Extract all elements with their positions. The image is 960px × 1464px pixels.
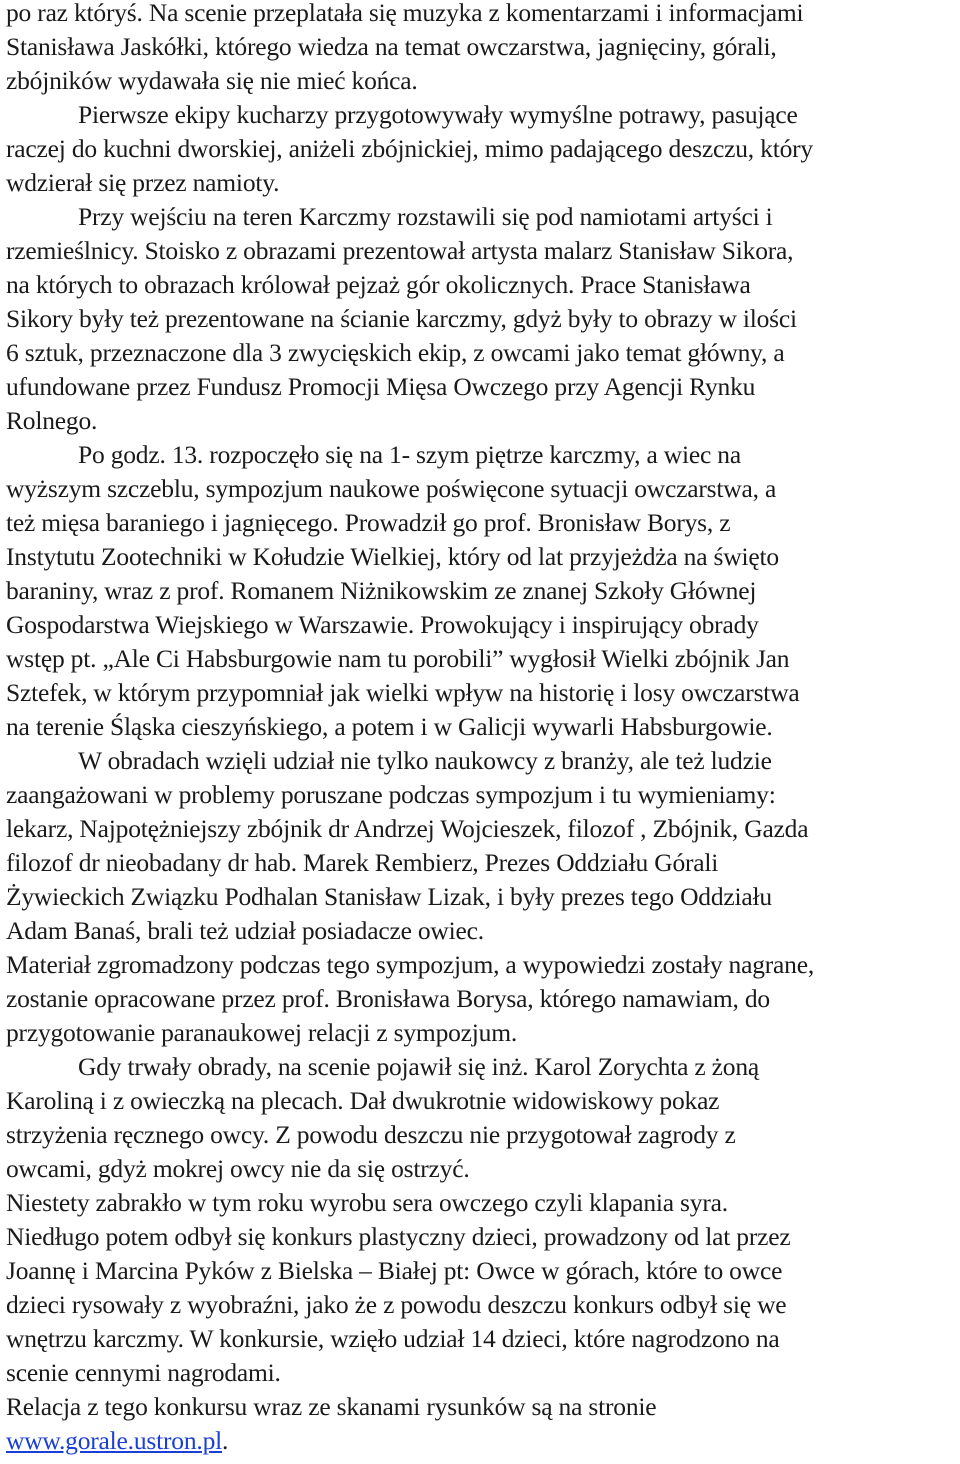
- text-line: lekarz, Najpotężniejszy zbójnik dr Andrzej Wojcieszek, filozof , Zbójnik, Gazda: [6, 814, 809, 843]
- text-line: zbójników wydawała się nie mieć końca.: [6, 66, 418, 95]
- text-line: na których to obrazach królował pejzaż gór okolicznych. Prace Stanisława: [6, 270, 751, 299]
- text-line: po raz któryś. Na scenie przeplatała się muzyka z komentarzami i informacjami: [6, 0, 804, 27]
- text-line: dzieci rysowały z wyobraźni, jako że z powodu deszczu konkurs odbył się we: [6, 1290, 787, 1319]
- text-line: zostanie opracowane przez prof. Bronisława Borysa, którego namawiam, do: [6, 984, 770, 1013]
- text-line: Instytutu Zootechniki w Kołudzie Wielkiej, który od lat przyjeżdża na święto: [6, 542, 779, 571]
- text-line: Niestety zabrakło w tym roku wyrobu sera owczego czyli klapania syra.: [6, 1188, 728, 1217]
- text-line: Sikory były też prezentowane na ścianie karczmy, gdyż były to obrazy w ilości: [6, 304, 797, 333]
- text-line: Gdy trwały obrady, na scenie pojawił się inż. Karol Zorychta z żoną: [78, 1052, 759, 1081]
- text-line: wyższym szczeblu, sympozjum naukowe poświęcone sytuacji owczarstwa, a: [6, 474, 777, 503]
- text-line: strzyżenia ręcznego owcy. Z powodu deszczu nie przygotował zagrody z: [6, 1120, 736, 1149]
- text-line: Karoliną i z owieczką na plecach. Dał dwukrotnie widowiskowy pokaz: [6, 1086, 720, 1115]
- text-line: raczej do kuchni dworskiej, aniżeli zbójnickiej, mimo padającego deszczu, który: [6, 134, 813, 163]
- text-line: 6 sztuk, przeznaczone dla 3 zwycięskich ekip, z owcami jako temat główny, a: [6, 338, 785, 367]
- website-link[interactable]: www.gorale.ustron.pl: [6, 1426, 223, 1455]
- link-suffix: .: [222, 1426, 229, 1455]
- text-line: Relacja z tego konkursu wraz ze skanami rysunków są na stronie: [6, 1392, 657, 1421]
- text-line: Pierwsze ekipy kucharzy przygotowywały wymyślne potrawy, pasujące: [78, 100, 798, 129]
- text-line: ufundowane przez Fundusz Promocji Mięsa Owczego przy Agencji Rynku: [6, 372, 756, 401]
- text-line: Niedługo potem odbył się konkurs plastyczny dzieci, prowadzony od lat przez: [6, 1222, 791, 1251]
- article-body: [6, 0, 960, 1424]
- text-line: Adam Banaś, brali też udział posiadacze owiec.: [6, 916, 484, 945]
- text-line: Materiał zgromadzony podczas tego sympozjum, a wypowiedzi zostały nagrane,: [6, 950, 815, 979]
- text-line: Przy wejściu na teren Karczmy rozstawili się pod namiotami artyści i: [78, 202, 773, 231]
- text-line: Po godz. 13. rozpoczęło się na 1- szym piętrze karczmy, a wiec na: [78, 440, 741, 469]
- text-line: filozof dr nieobadany dr hab. Marek Rembierz, Prezes Oddziału Górali: [6, 848, 719, 877]
- text-line: wdzierał się przez namioty.: [6, 168, 280, 197]
- text-line: na terenie Śląska cieszyńskiego, a potem i w Galicji wywarli Habsburgowie.: [6, 712, 773, 741]
- text-line: wstęp pt. „Ale Ci Habsburgowie nam tu porobili” wygłosił Wielki zbójnik Jan: [6, 644, 790, 673]
- text-line: W obradach wzięli udział nie tylko naukowcy z branży, ale też ludzie: [78, 746, 772, 775]
- text-line: przygotowanie paranaukowej relacji z sympozjum.: [6, 1018, 518, 1047]
- text-line: Gospodarstwa Wiejskiego w Warszawie. Prowokujący i inspirujący obrady: [6, 610, 759, 639]
- text-line: Joannę i Marcina Pyków z Bielska – Białej pt: Owce w górach, które to owce: [6, 1256, 783, 1285]
- text-line: Żywieckich Związku Podhalan Stanisław Lizak, i były prezes tego Oddziału: [6, 882, 772, 911]
- text-line: Stanisława Jaskółki, którego wiedza na temat owczarstwa, jagnięciny, górali,: [6, 32, 777, 61]
- text-line: baraniny, wraz z prof. Romanem Niżnikowskim ze znanej Szkoły Głównej: [6, 576, 757, 605]
- text-line: zaangażowani w problemy poruszane podczas sympozjum i tu wymieniamy:: [6, 780, 776, 809]
- text-line: scenie cennymi nagrodami.: [6, 1358, 281, 1387]
- text-line: Sztefek, w którym przypomniał jak wielki wpływ na historię i losy owczarstwa: [6, 678, 800, 707]
- text-line: też mięsa baraniego i jagnięcego. Prowadził go prof. Bronisław Borys, z: [6, 508, 731, 537]
- link-line: [6, 1424, 960, 1458]
- text-line: rzemieślnicy. Stoisko z obrazami prezentował artysta malarz Stanisław Sikora,: [6, 236, 794, 265]
- text-line: Rolnego.: [6, 406, 98, 435]
- text-line: owcami, gdyż mokrej owcy nie da się ostrzyć.: [6, 1154, 470, 1183]
- text-line: wnętrzu karczmy. W konkursie, wzięło udział 14 dzieci, które nagrodzono na: [6, 1324, 780, 1353]
